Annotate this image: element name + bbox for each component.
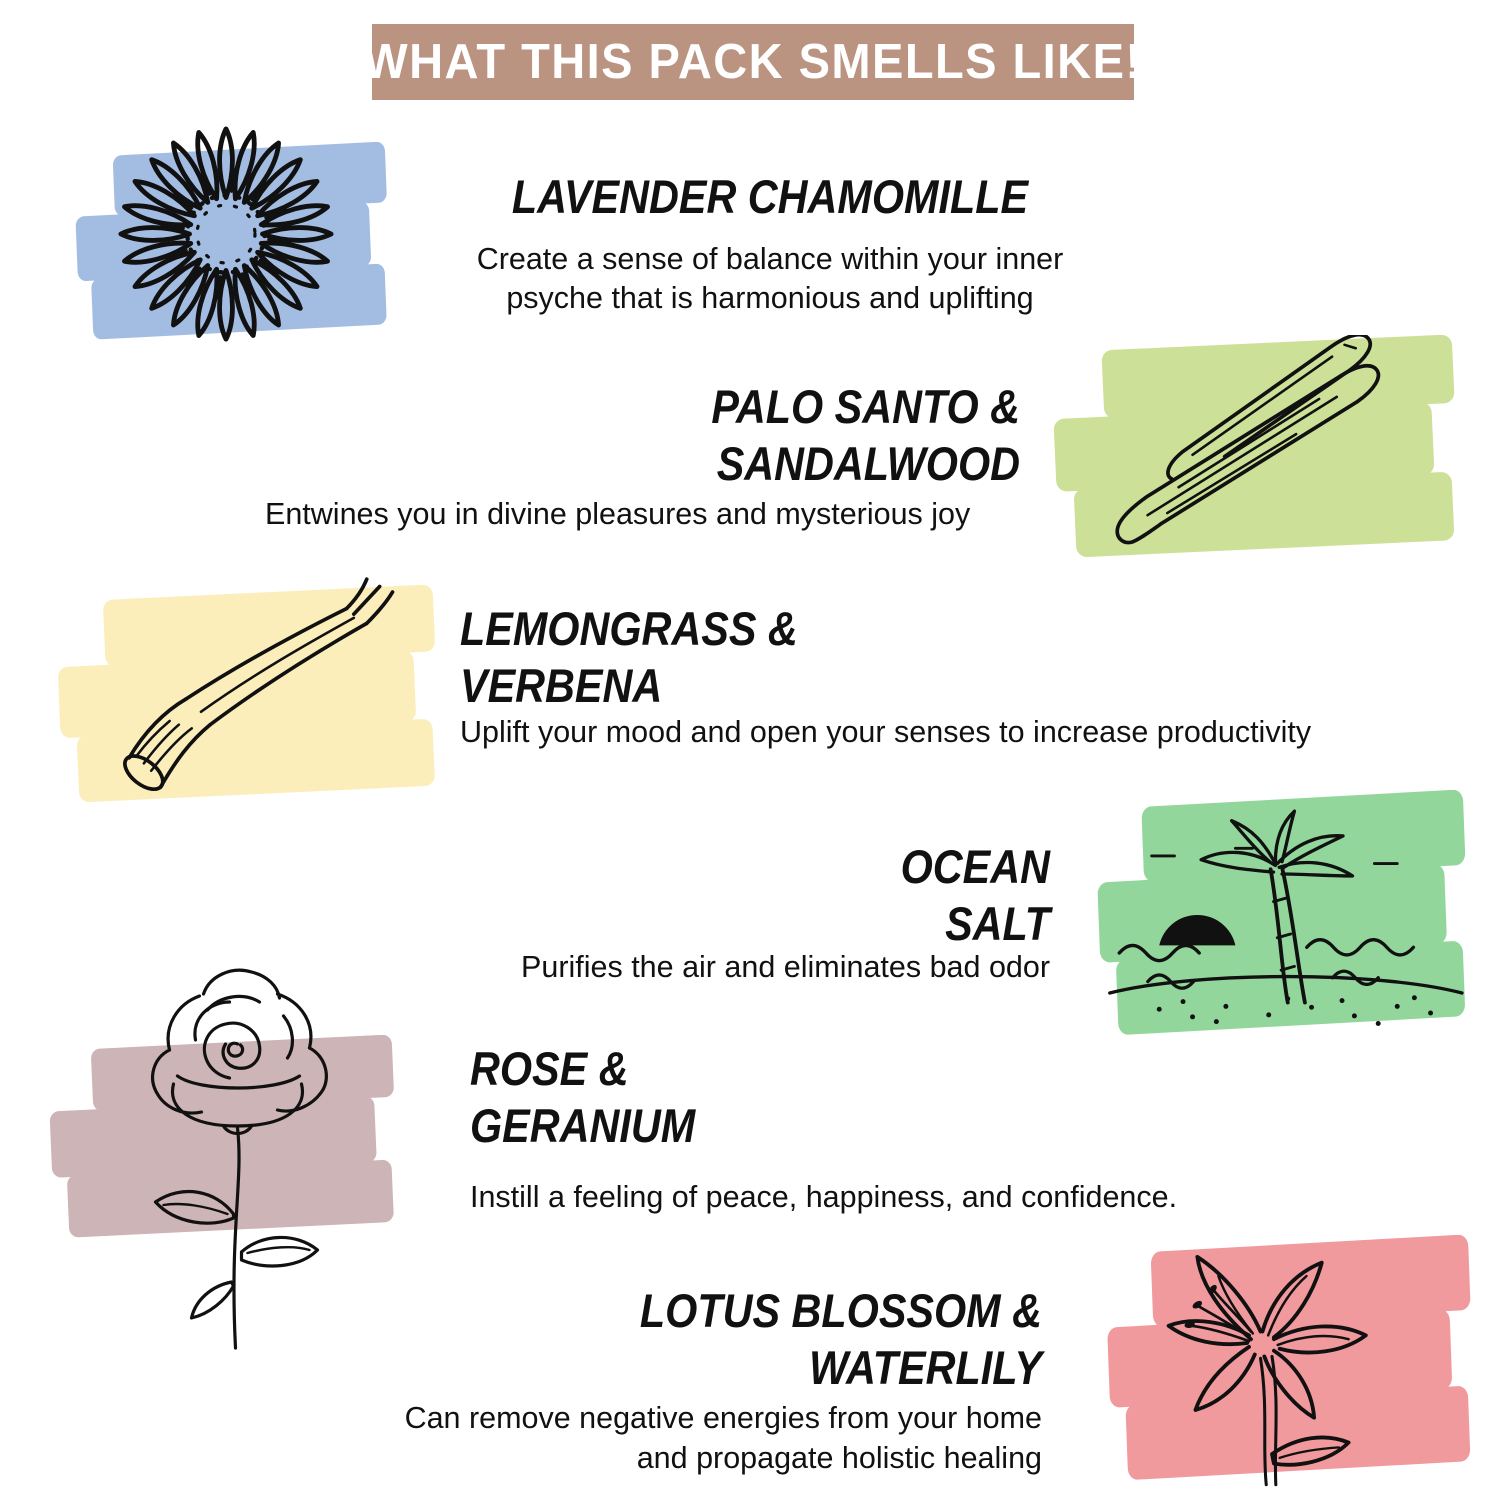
title-line: VERBENA [460, 659, 663, 712]
description-line: Create a sense of balance within your inner [476, 242, 1064, 276]
section-title [480, 168, 1061, 225]
title-line: SANDALWOOD [716, 437, 1020, 490]
header-banner [363, 24, 1143, 100]
title-line: LEMONGRASS & [460, 602, 798, 655]
section-description [380, 1398, 1042, 1478]
section-description [265, 495, 1025, 534]
title-line: WATERLILY [809, 1341, 1042, 1394]
description-line: Instill a feeling of peace, happiness, and confidence. [470, 1180, 1178, 1214]
description-line: Entwines you in divine pleasures and mysterious joy [265, 497, 971, 531]
title-line: PALO SANTO & [711, 380, 1020, 433]
title-line: SALT [945, 897, 1050, 950]
title-line: GERANIUM [470, 1099, 696, 1152]
section-title [618, 1282, 1042, 1396]
title-line: ROSE & [470, 1042, 629, 1095]
section-description [440, 240, 1100, 318]
description-line: and propagate holistic healing [636, 1441, 1042, 1475]
lemongrass-stalk-icon [72, 562, 422, 810]
rose-flower-icon [90, 952, 385, 1352]
section-title [460, 600, 988, 714]
chamomile-flower-icon [108, 116, 344, 352]
title-line: LAVENDER CHAMOMILLE [511, 170, 1029, 223]
palo-santo-sticks-icon [1055, 335, 1450, 565]
section-description [450, 948, 1050, 987]
section-description [470, 1178, 1260, 1217]
lily-flower-icon [1102, 1232, 1442, 1500]
title-line: OCEAN [900, 840, 1050, 893]
description-line: Can remove negative energies from your home [404, 1401, 1042, 1435]
title-line: LOTUS BLOSSOM & [639, 1284, 1042, 1337]
section-title [470, 1040, 998, 1154]
description-line: Purifies the air and eliminates bad odor [521, 950, 1050, 984]
section-title [698, 838, 1050, 952]
section-title [615, 378, 1020, 492]
page-title: WHAT THIS PACK SMELLS LIKE! [363, 35, 1143, 89]
beach-palm-tree-icon [1092, 795, 1474, 1033]
description-line: psyche that is harmonious and uplifting [506, 281, 1034, 315]
description-line: Uplift your mood and open your senses to increase productivity [460, 715, 1312, 749]
section-description [460, 713, 1370, 752]
